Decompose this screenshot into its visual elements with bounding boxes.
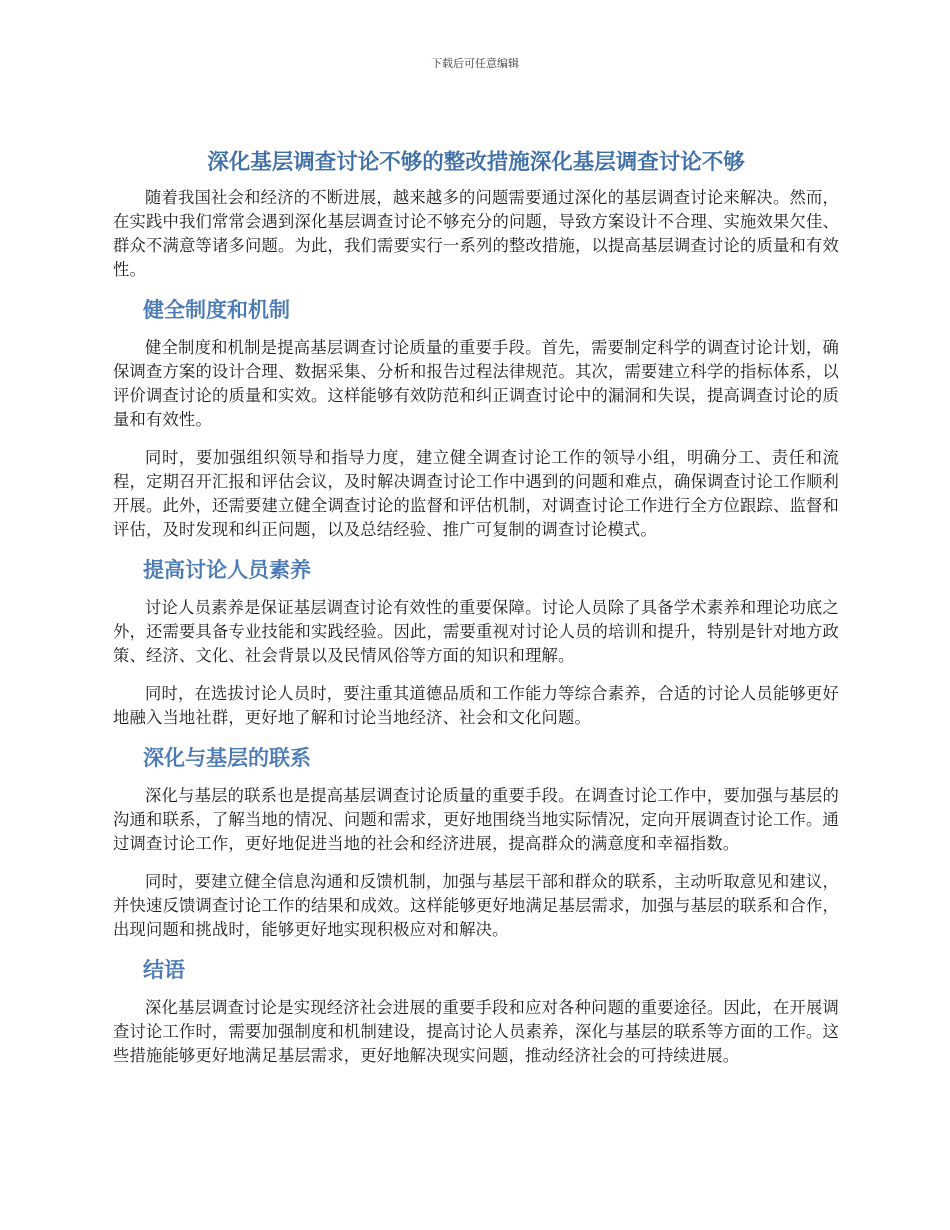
section-heading-conclusion: 结语	[143, 958, 185, 982]
section-paragraph: 深化与基层的联系也是提高基层调查讨论质量的重要手段。在调查讨论工作中，要加强与基层的沟通和联系，了解当地的情况、问题和需求，更好地围绕当地实际情况，定向开展调查讨论工作。通过调查讨论工作，更好地促进当地的社会和经济进展，提高群众的满意度和幸福指数。	[113, 786, 839, 853]
section-paragraph: 同时，要加强组织领导和指导力度，建立健全调查讨论工作的领导小组，明确分工、责任和流程，定期召开汇报和评估会议，及时解决调查讨论工作中遇到的问题和难点，确保调查讨论工作顺利开展。此外，还需要建立健全调查讨论的监督和评估机制，对调查讨论工作进行全方位跟踪、监督和评估，及时发现和纠正问题，以及总结经验、推广可复制的调查讨论模式。	[113, 448, 839, 539]
section-paragraph: 同时，要建立健全信息沟通和反馈机制，加强与基层干部和群众的联系，主动听取意见和建议，并快速反馈调查讨论工作的结果和成效。这样能够更好地满足基层需求，加强与基层的联系和合作，出现问题和挑战时，能够更好地实现积极应对和解决。	[113, 872, 839, 939]
section-heading-personnel: 提高讨论人员素养	[143, 558, 311, 582]
download-note: 下载后可任意编辑	[431, 57, 519, 70]
document-title: 深化基层调查讨论不够的整改措施深化基层调查讨论不够	[207, 150, 745, 175]
document-body	[113, 148, 839, 1082]
section-paragraph: 同时，在选拔讨论人员时，要注重其道德品质和工作能力等综合素养，合适的讨论人员能够更好地融入当地社群，更好地了解和讨论当地经济、社会和文化问题。	[113, 684, 839, 727]
section-heading-grassroots: 深化与基层的联系	[143, 746, 311, 770]
section-paragraph: 健全制度和机制是提高基层调查讨论质量的重要手段。首先，需要制定科学的调查讨论计划，确保调查方案的设计合理、数据采集、分析和报告过程法律规范。其次，需要建立科学的指标体系，以评价调查讨论的质量和实效。这样能够有效防范和纠正调查讨论中的漏洞和失误，提高调查讨论的质量和有效性。	[113, 338, 839, 429]
section-paragraph: 深化基层调查讨论是实现经济社会进展的重要手段和应对各种问题的重要途径。因此，在开展调查讨论工作时，需要加强制度和机制建设，提高讨论人员素养，深化与基层的联系等方面的工作。这些措施能够更好地满足基层需求，更好地解决现实问题，推动经济社会的可持续进展。	[113, 998, 839, 1065]
intro-paragraph: 随着我国社会和经济的不断进展，越来越多的问题需要通过深化的基层调查讨论来解决。然而，在实践中我们常常会遇到深化基层调查讨论不够充分的问题，导致方案设计不合理、实施效果欠佳、群众不满意等诸多问题。为此，我们需要实行一系列的整改措施，以提高基层调查讨论的质量和有效性。	[113, 188, 839, 279]
section-heading-institutions: 健全制度和机制	[143, 298, 290, 322]
section-paragraph: 讨论人员素养是保证基层调查讨论有效性的重要保障。讨论人员除了具备学术素养和理论功底之外，还需要具备专业技能和实践经验。因此，需要重视对讨论人员的培训和提升，特别是针对地方政策、经济、文化、社会背景以及民情风俗等方面的知识和理解。	[113, 598, 839, 665]
